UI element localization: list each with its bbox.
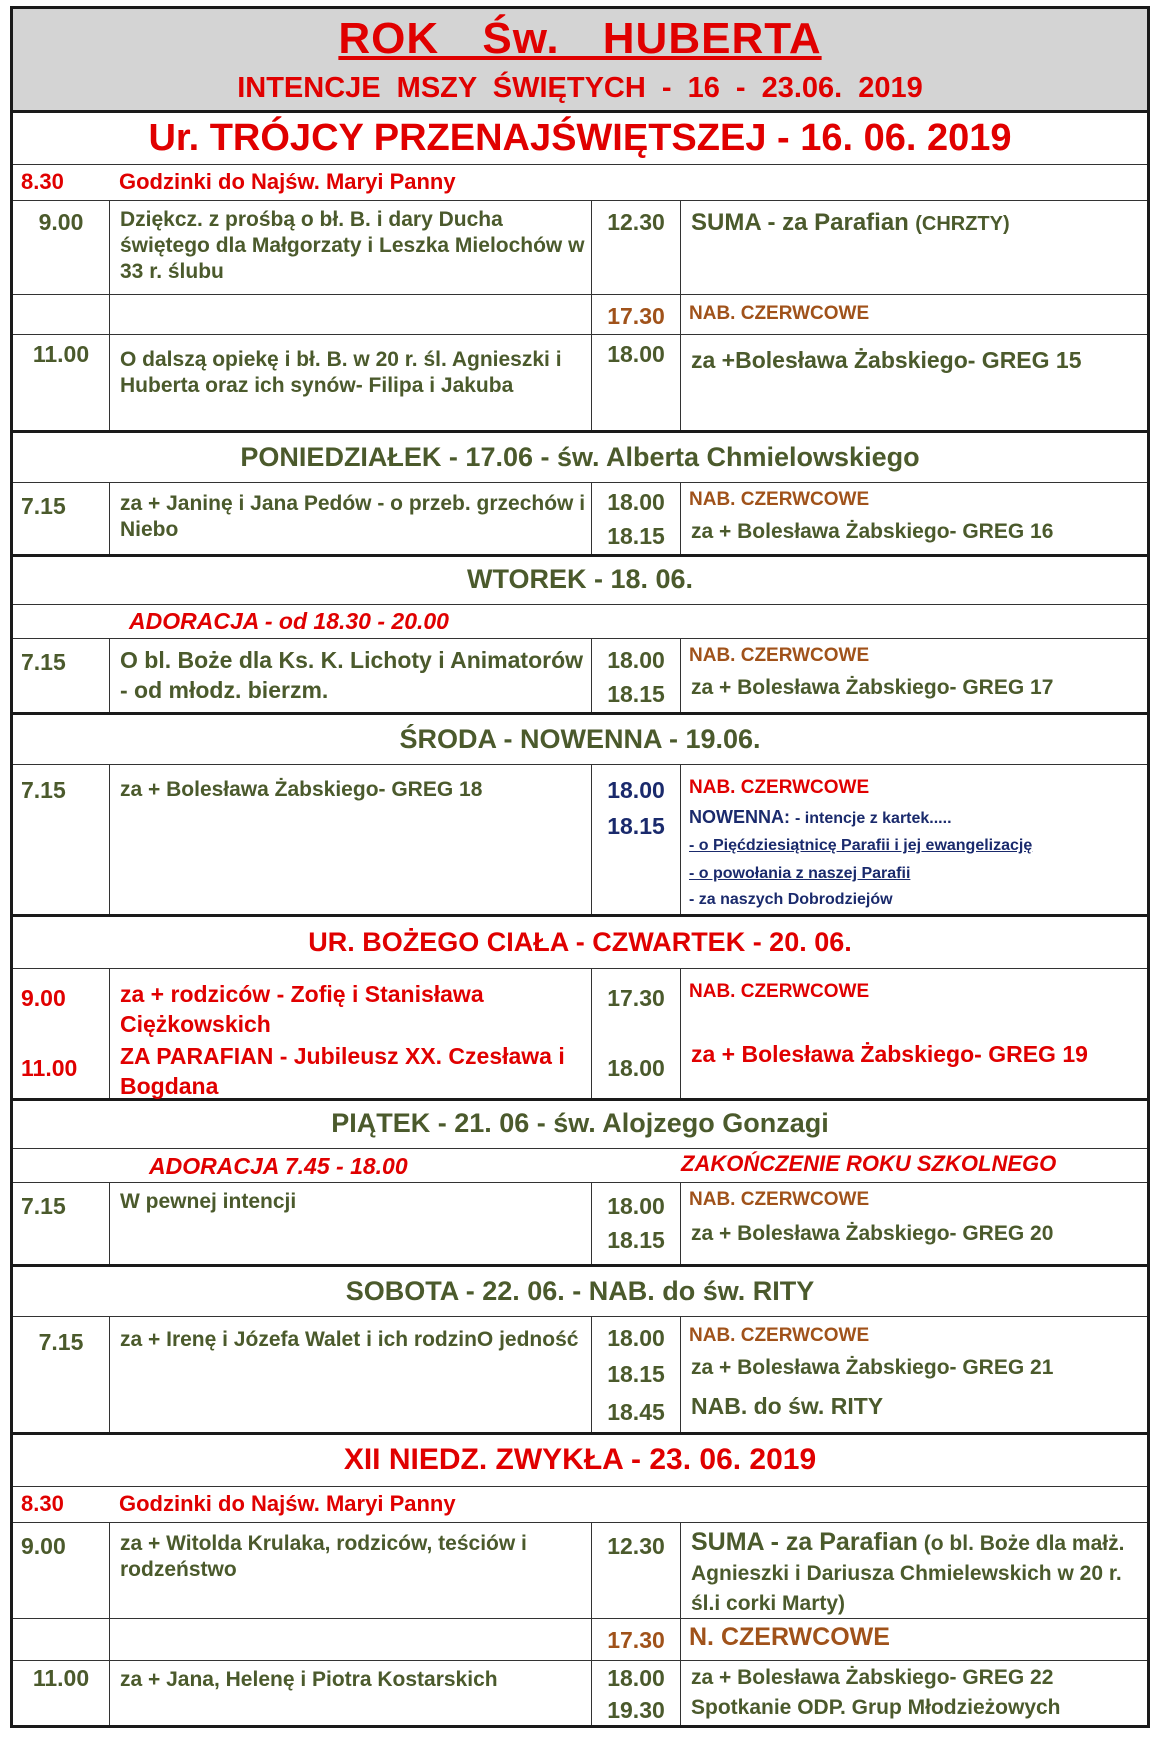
time: 12.30 (607, 209, 665, 235)
tuesday-note-row (13, 605, 1147, 639)
nowenna-line-4: - za naszych Dobrodziejów (689, 891, 893, 908)
saturday-header (13, 1267, 1147, 1317)
nab-label: NAB. CZERWCOWE (689, 1189, 870, 1210)
intention-text: za + rodziców - Zofię i Stanisława Ciężkowskich (120, 981, 484, 1037)
time: 7.15 (21, 649, 66, 675)
intention-text: za + Bolesława Żabskiego- GREG 17 (691, 676, 1054, 699)
table-row (13, 969, 1147, 1101)
table-row (13, 483, 1147, 557)
intention-text: za +Bolesława Żabskiego- GREG 15 (691, 347, 1082, 373)
sunday1-godzinki-row (13, 165, 1147, 201)
time: 18.15 (607, 523, 665, 549)
time: 18.15 (607, 1227, 665, 1253)
time: 18.00 (607, 1193, 665, 1219)
monday-title: PONIEDZIAŁEK - 17.06 - św. Alberta Chmielowskiego (240, 442, 920, 472)
saturday-title: SOBOTA - 22. 06. - NAB. do św. RITY (345, 1276, 815, 1306)
time: 18.00 (607, 341, 665, 367)
time: 9.00 (21, 985, 66, 1011)
intention-text (691, 207, 1143, 239)
time: 18.00 (607, 489, 665, 515)
intention-text: za + Bolesława Żabskiego- GREG 18 (120, 778, 483, 801)
sunday1-header (13, 113, 1147, 165)
time: 19.30 (607, 1697, 665, 1723)
intention-text: za + Bolesława Żabskiego- GREG 22 (691, 1666, 1054, 1689)
table-row (13, 765, 1147, 917)
time: 7.15 (21, 1193, 66, 1219)
time: 9.00 (38, 209, 84, 235)
table-row (13, 1661, 1147, 1725)
adoration-note: ADORACJA - od 18.30 - 20.00 (129, 608, 449, 634)
tuesday-title: WTOREK - 18. 06. (466, 564, 694, 594)
time: 18.45 (607, 1399, 665, 1425)
intention-text: NAB. do św. RITY (691, 1393, 884, 1419)
time: 9.00 (21, 1533, 66, 1559)
table-row (13, 201, 1147, 295)
page-title: ROK Św. HUBERTA (338, 14, 822, 63)
time: 12.30 (607, 1533, 665, 1559)
time: 17.30 (607, 1627, 665, 1653)
time: 18.00 (607, 647, 665, 673)
time: 18.00 (607, 1325, 665, 1351)
table-row (13, 335, 1147, 433)
table-row (13, 1619, 1147, 1661)
nowenna-line-3: - o powołania z naszej Parafii (689, 865, 911, 882)
intention-text: za + Witolda Krulaka, rodziców, teściów i rodzeństwo (120, 1532, 527, 1581)
time: 17.30 (607, 303, 665, 329)
nab-label: NAB. CZERWCOWE (689, 1325, 870, 1346)
intentions-sheet (10, 6, 1150, 1728)
nowenna-line-2: - o Pięćdziesiątnicę Parafii i jej ewangelizację (689, 837, 1033, 854)
sunday2-header (13, 1435, 1147, 1487)
time: 8.30 (21, 1491, 64, 1516)
table-row (13, 1317, 1147, 1435)
header (13, 9, 1147, 113)
intention-text: za + Janinę i Jana Pedów - o przeb. grzechów i Niebo (120, 492, 586, 541)
intention-text: za + Irenę i Józefa Walet i ich rodzinO jedność (120, 1328, 579, 1351)
suma-extra: (CHRZTY) (915, 213, 1010, 235)
nowenna-label: NOWENNA: (689, 807, 790, 827)
time: 18.15 (607, 681, 665, 707)
intention-text: za + Bolesława Żabskiego- GREG 20 (691, 1222, 1054, 1245)
nab-label: NAB. CZERWCOWE (689, 981, 870, 1002)
intention-text: Spotkanie ODP. Grup Młodzieżowych (691, 1696, 1061, 1719)
suma-label: SUMA - za Parafian (691, 209, 909, 236)
friday-header (13, 1101, 1147, 1149)
nab-label: NAB. CZERWCOWE (689, 489, 870, 510)
table-row (13, 295, 1147, 335)
table-row (13, 1523, 1147, 1619)
suma-label: SUMA - za Parafian (691, 1528, 918, 1556)
intention-text: Godzinki do Najśw. Maryi Panny (119, 169, 456, 194)
nab-label: N. CZERWCOWE (689, 1623, 890, 1651)
nab-label: NAB. CZERWCOWE (689, 777, 870, 798)
sunday1-title: Ur. TRÓJCY PRZENAJŚWIĘTSZEJ - 16. 06. 2019 (148, 117, 1012, 159)
nab-label: NAB. CZERWCOWE (689, 645, 870, 666)
monday-header (13, 433, 1147, 483)
intention-text: ZA PARAFIAN - Jubileusz XX. Czesława i Bogdana (120, 1043, 565, 1099)
school-year-note: ZAKOŃCZENIE ROKU SZKOLNEGO (681, 1151, 1057, 1176)
table-row (13, 1183, 1147, 1267)
time: 18.00 (607, 1055, 665, 1081)
friday-note-row (13, 1149, 1147, 1183)
time: 11.00 (32, 341, 90, 367)
page-subtitle: INTENCJE MSZY ŚWIĘTYCH - 16 - 23.06. 2019 (237, 72, 923, 104)
thursday-header (13, 917, 1147, 969)
time: 7.15 (38, 1329, 84, 1355)
intention-text: Dziękcz. z prośbą o bł. B. i dary Ducha świętego dla Małgorzaty i Leszka Mielochów w 33 r. ślubu (120, 208, 585, 283)
time: 18.15 (607, 813, 665, 839)
time: 18.00 (607, 777, 665, 803)
sunday2-godzinki-row (13, 1487, 1147, 1523)
tuesday-header (13, 557, 1147, 605)
time: 11.00 (21, 1055, 78, 1081)
intention-text: W pewnej intencji (120, 1190, 297, 1213)
suma-extra: (o bl. Boże dla małż. Agnieszki i Dariusza Chmielewskich w 20 r. śl.i corki Marty) (691, 1532, 1125, 1615)
wednesday-title: ŚRODA - NOWENNA - 19.06. (399, 724, 761, 754)
intention-text: O bl. Boże dla Ks. K. Lichoty i Animatorów - od młodz. bierzm. (120, 647, 584, 703)
table-row (13, 639, 1147, 715)
nowenna-line-1: NOWENNA: - intencje z kartek..... (689, 807, 952, 827)
time: 18.00 (607, 1665, 665, 1691)
time: 11.00 (32, 1665, 90, 1691)
thursday-title: UR. BOŻEGO CIAŁA - CZWARTEK - 20. 06. (308, 927, 852, 957)
sunday2-title: XII NIEDZ. ZWYKŁA - 23. 06. 2019 (343, 1443, 817, 1476)
time: 18.15 (607, 1361, 665, 1387)
nab-label: NAB. CZERWCOWE (689, 303, 870, 324)
time: 7.15 (21, 493, 66, 519)
intention-text: za + Jana, Helenę i Piotra Kostarskich (120, 1668, 498, 1691)
wednesday-header (13, 715, 1147, 765)
intention-text: O dalszą opiekę i bł. B. w 20 r. śl. Agnieszki i Huberta oraz ich synów- Filipa i Jakuba (120, 348, 562, 397)
adoration-note: ADORACJA 7.45 - 18.00 (149, 1153, 408, 1179)
intention-text: za + Bolesława Żabskiego- GREG 21 (691, 1356, 1054, 1379)
time: 17.30 (607, 985, 665, 1011)
intention-text: za + Bolesława Żabskiego- GREG 19 (691, 1041, 1088, 1067)
intention-text (691, 1527, 1143, 1619)
time: 8.30 (21, 169, 64, 194)
intention-text: Godzinki do Najśw. Maryi Panny (119, 1491, 456, 1516)
friday-title: PIĄTEK - 21. 06 - św. Alojzego Gonzagi (331, 1108, 829, 1138)
intention-text: za + Bolesława Żabskiego- GREG 16 (691, 520, 1054, 543)
time: 7.15 (21, 777, 66, 803)
